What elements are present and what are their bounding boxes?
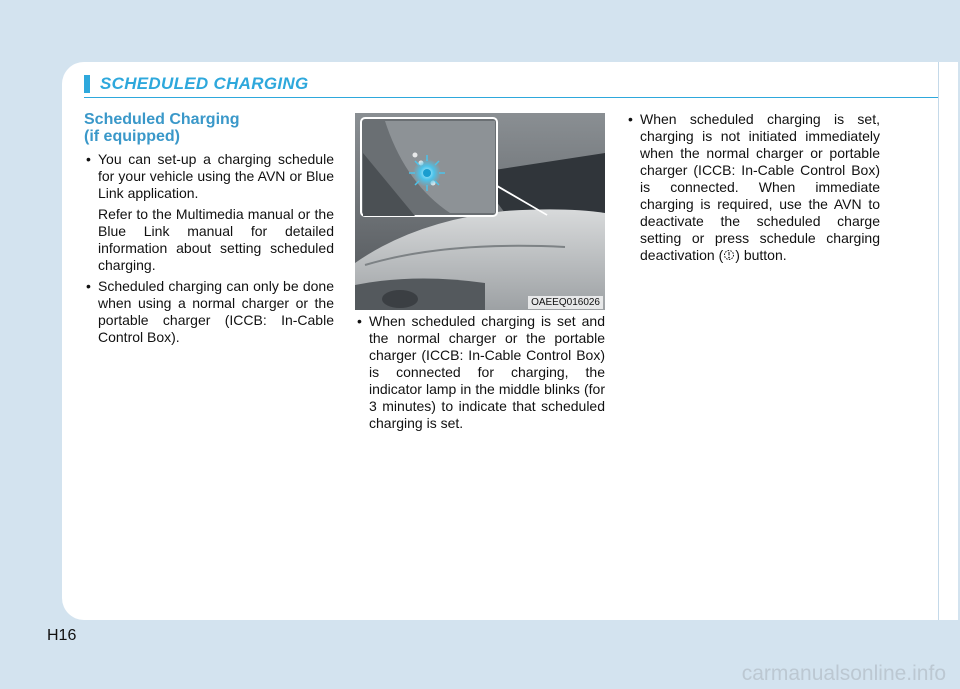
watermark: carmanualsonline.info bbox=[741, 662, 946, 685]
schedule-charging-deactivation-icon bbox=[723, 249, 735, 261]
bullet-deactivate-schedule bbox=[626, 111, 880, 264]
header-divider bbox=[84, 97, 938, 98]
section-title bbox=[84, 111, 334, 145]
bullet-deactivate-text: When scheduled charging is set, charging is not initiated immediately when the normal charger or portable charger (ICCB: In-Cable Control Box) is connected. When immediate charging is required, use the AVN to deactivate the scheduled charge setting or press schedule charging deactivation ( bbox=[640, 111, 880, 263]
vehicle-figure bbox=[355, 113, 605, 310]
chapter-header-title: SCHEDULED CHARGING bbox=[100, 74, 309, 93]
bullet-deactivate-tail: ) button. bbox=[735, 247, 787, 263]
figure-caption: OAEEQ016026 bbox=[528, 296, 603, 309]
column-2 bbox=[355, 313, 605, 436]
section-title-line-2: (if equipped) bbox=[84, 128, 180, 145]
bullet-list-col2 bbox=[355, 313, 605, 432]
bullet-schedule-setup: • You can set-up a charging schedule for your vehicle using the AVN or Blue Link application. bbox=[84, 151, 334, 202]
section-title-line-1: Scheduled Charging bbox=[84, 111, 240, 128]
page-number: H16 bbox=[47, 627, 77, 644]
column-3 bbox=[626, 111, 880, 268]
vehicle-illustration bbox=[355, 113, 605, 310]
bullet-charger-requirement: • Scheduled charging can only be done when using a normal charger or the portable charger (ICCB: In-Cable Control Box). bbox=[84, 278, 334, 346]
header-accent-bar bbox=[84, 75, 90, 93]
bullet-list-col1 bbox=[84, 151, 334, 202]
bullet-list-col3 bbox=[626, 111, 880, 264]
bullet-list-col1-b bbox=[84, 278, 334, 346]
panel-right-rule bbox=[938, 62, 939, 620]
column-1 bbox=[84, 111, 334, 350]
bullet-indicator-blinks: • When scheduled charging is set and the normal charger or the portable charger (ICCB: In-Cable Control Box) is connected for charging, the indicator lamp in the middle blinks (for 3 minutes) to indicate that scheduled charging is set. bbox=[355, 313, 605, 432]
paragraph-refer-manual: Refer to the Multimedia manual or the Blue Link manual for detailed information about setting scheduled charging. bbox=[98, 206, 334, 273]
